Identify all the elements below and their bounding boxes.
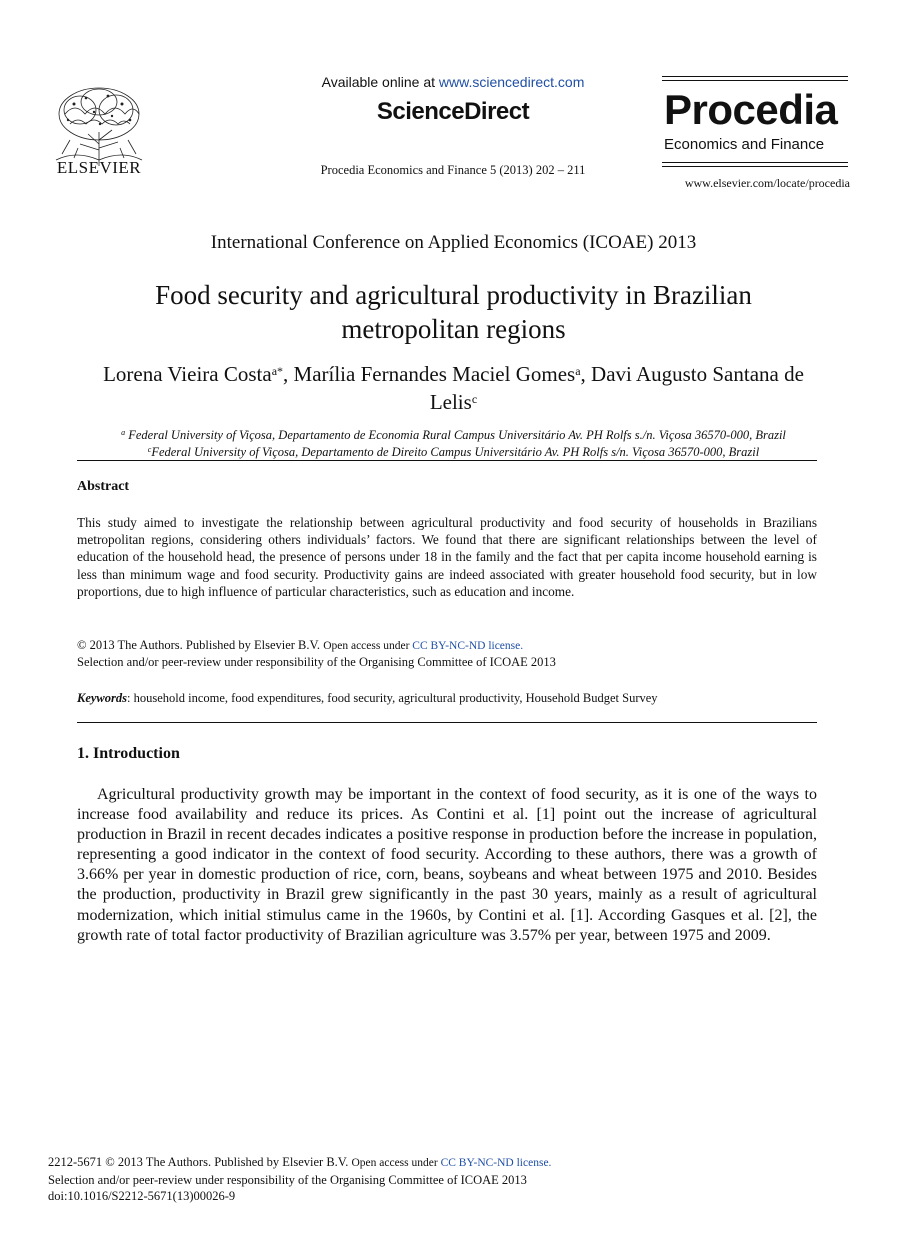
affiliation-a-sup: a (121, 428, 126, 437)
procedia-subtitle: Economics and Finance (664, 136, 825, 153)
keywords-label: Keywords (77, 691, 127, 705)
affiliation-c (60, 445, 847, 460)
affiliation-c-text: Federal University of Viçosa, Departamento de Direito Campus Universitário Av. PH Rolfs s/n. Viçosa 36570-000, Brazil (151, 445, 760, 459)
available-label: Available online at (321, 74, 439, 90)
title-line-2: metropolitan regions (341, 314, 566, 344)
footer-open-access: Open access under (351, 1157, 441, 1169)
authors-line-1 (70, 360, 837, 388)
author-2-sup: a (575, 364, 581, 378)
footer-license-link[interactable]: CC BY-NC-ND license. (440, 1157, 552, 1169)
keywords (77, 691, 658, 706)
paper-title (90, 278, 817, 346)
page-footer (48, 1154, 551, 1205)
author-3-cont: Lelis (429, 390, 472, 414)
sciencedirect-link[interactable]: www.sciencedirect.com (438, 74, 585, 90)
selection-line: Selection and/or peer-review under responsibility of the Organising Committee of ICOAE 2013 (77, 655, 556, 669)
footer-doi: doi:10.1016/S2212-5671(13)00026-9 (48, 1189, 236, 1203)
footer-copyright: 2212-5671 © 2013 The Authors. Published by Elsevier B.V. (48, 1155, 352, 1169)
procedia-title: Procedia (664, 86, 838, 133)
author-1: Lorena Vieira Costa (103, 362, 272, 386)
abstract-text: This study aimed to investigate the relationship between agricultural productivity and food security of households in Brazilians metropolitan regions, considering others individuals’ factors. We found that there are significant relationships between the level of education of the household head, the presence of persons under 18 in the family and the fact that per capita income household earning is less than minimum wage and food security. Productivity gains are indeed associated with greater household food security, but in low proportions, due to high influence of particular characteristics, such as education and income. (77, 515, 817, 599)
procedia-rule-bottom (662, 162, 848, 163)
author-3: , Davi Augusto Santana de (580, 362, 804, 386)
footer-selection: Selection and/or peer-review under responsibility of the Organising Committee of ICOAE 2013 (48, 1172, 527, 1187)
affiliation-a-text: Federal University of Viçosa, Departamento de Economia Rural Campus Universitário Av. PH Rolfs s./n. Viçosa 36570-000, Brazil (125, 428, 786, 442)
divider-top (77, 460, 817, 461)
procedia-rule-top (662, 76, 848, 77)
author-list (70, 360, 837, 416)
author-2: , Marília Fernandes Maciel Gomes (283, 362, 576, 386)
elsevier-wordmark: ELSEVIER (56, 158, 142, 177)
copyright-line (77, 638, 523, 653)
affiliation-a (60, 428, 847, 443)
abstract-heading: Abstract (77, 479, 130, 494)
section-heading: 1. Introduction (77, 745, 180, 762)
procedia-logo (662, 76, 848, 188)
sciencedirect-logo: ScienceDirect (376, 98, 530, 125)
divider-bottom (77, 722, 817, 723)
conference-name: International Conference on Applied Economics (ICOAE) 2013 (210, 232, 697, 253)
author-3-sup: c (471, 392, 478, 406)
authors-line-2 (70, 388, 837, 416)
journal-reference: Procedia Economics and Finance 5 (2013) 202 – 211 (320, 163, 586, 177)
open-access-label: Open access under (323, 640, 413, 652)
keywords-text: : household income, food expenditures, food security, agricultural productivity, Household Budget Survey (127, 691, 658, 705)
footer-issn (48, 1154, 551, 1172)
affiliation-c-sup: c (147, 445, 152, 454)
available-online (200, 74, 706, 90)
title-line-1: Food security and agricultural productivity in Brazilian (155, 280, 752, 310)
procedia-url[interactable]: www.elsevier.com/locate/procedia (684, 176, 850, 190)
procedia-rule-bottom-2 (662, 166, 848, 167)
copyright-text: © 2013 The Authors. Published by Elsevier B.V. (77, 638, 324, 652)
introduction-text: Agricultural productivity growth may be important in the context of food security, as it is one of the ways to increase food availability and reduce its prices. As Contini et al. [1] point out the increase of agricultural production in Brazil in recent decades indicates a positive response in production before the increase in population, representing a good indicator in the context of food security. According to these authors, there was a growth of 3.66% per year in domestic production of rice, corn, beans, soybeans and wheat between 1975 and 2010. Besides the production, productivity in Brazil grew significantly in the past 30 years, mainly as a result of agricultural modernization, which initial stimulus came in the 1960s, by Contini et al. [1]. According Gasques et al. [2], the growth rate of total factor productivity of Brazilian agriculture was 3.57% per year, between 1975 and 2009. (77, 786, 817, 944)
author-1-sup: a* (271, 364, 284, 378)
procedia-rule-top-2 (662, 80, 848, 81)
license-link[interactable]: CC BY-NC-ND license. (412, 640, 524, 652)
